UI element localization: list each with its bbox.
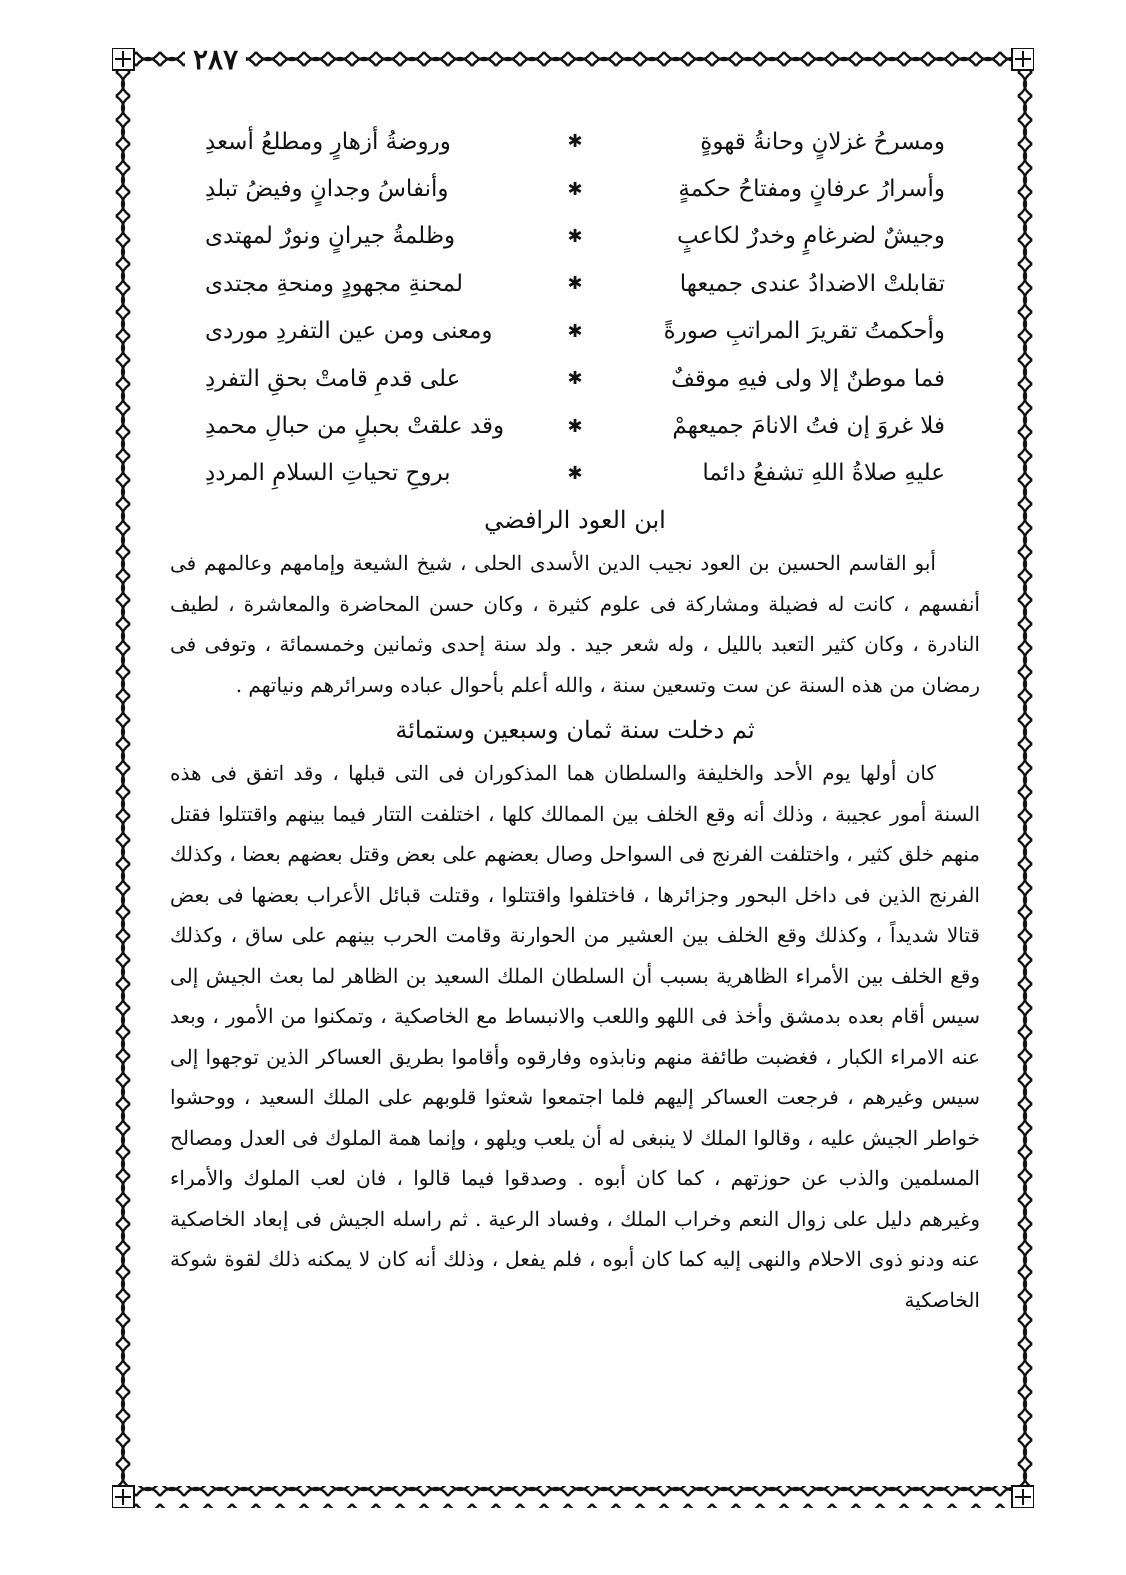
page-number: ٢٨٧ [185, 44, 246, 76]
verse-second-hemistich: وأنفاسُ وجدانٍ وفيضُ تبلدِ [205, 176, 449, 203]
section-heading: ابن العود الرافضي [484, 506, 666, 535]
verse-second-hemistich: لمحنةِ مجهودٍ ومنحةِ مجتدى [205, 270, 463, 297]
verse-separator-star-icon: ✱ [567, 273, 583, 295]
verse-first-hemistich: وأحكمتُ تقريرَ المراتبِ صورةً [663, 318, 945, 345]
verse-line [205, 118, 945, 165]
verse-separator-star-icon: ✱ [567, 462, 583, 484]
verse-separator-star-icon: ✱ [567, 415, 583, 437]
verse-line [205, 355, 945, 402]
verse-second-hemistich: على قدمِ قامتْ بحقِ التفردِ [205, 365, 461, 392]
verse-line [205, 260, 945, 307]
verse-second-hemistich: ومعنى ومن عين التفردِ موردى [205, 318, 493, 345]
biography-paragraph: أبو القاسم الحسين بن العود نجيب الدين الأسدى الحلى ، شيخ الشيعة وإمامهم وعالمهم فى أنفسهم ، كانت له فضيلة ومشاركة فى علوم كثيرة ، وكان حسن المحاضرة والمعاشرة ، لطيف النادرة ، وكان كثير التعبد بالليل ، وله شعر جيد . ولد سنة إحدى وثمانين وخمسمائة ، وتوفى فى رمضان من هذه السنة عن ست وتسعين سنة ، والله أعلم بأحوال عباده وسرائرهم ونياتهم . [170, 551, 980, 697]
verse-separator-star-icon: ✱ [567, 131, 583, 153]
poem [205, 118, 945, 497]
verse-first-hemistich: فلا غروَ إن فتُ الانامَ جميعهمْ [672, 413, 945, 440]
verse-second-hemistich: وقد علقتْ بحبلٍ من حبالِ محمدِ [205, 413, 505, 440]
page-content [170, 118, 980, 1320]
verse-second-hemistich: وروضةُ أزهارٍ ومطلعُ أسعدِ [205, 128, 451, 155]
verse-separator-star-icon: ✱ [567, 368, 583, 390]
verse-line [205, 213, 945, 260]
chronicle-paragraph: كان أولها يوم الأحد والخليفة والسلطان هما المذكوران فى التى قبلها ، وقد اتفق فى هذه السنة أمور عجيبة ، وذلك أنه وقع الخلف بين الممالك كلها ، اختلفت التتار فيما بينهم واقتتلوا فقتل منهم خلق كثير ، واختلفت الفرنج فى السواحل وصال بعضهم على بعض وقتل بعضهم بعضا ، وكذلك الفرنج الذين فى داخل البحور وجزائرها ، فاختلفوا واقتتلوا ، وقتلت قبائل الأعراب بعضها فى بعض قتالا شديداً ، وكذلك وقع الخلف بين العشير من الحوارنة وقامت الحرب بينهم على ساق ، وكذلك وقع الخلف بين الأمراء الظاهرية بسبب أن السلطان الملك السعيد بن الظاهر لما بعث الجيش إلى سيس أقام بعده بدمشق وأخذ فى اللهو واللعب والانبساط مع الخاصكية ، وتمكنوا من الأمور ، وبعد عنه الامراء الكبار ، فغضبت طائفة منهم ونابذوه وفارقوه وأقاموا بطريق العساكر الذين توجهوا إلى سيس وغيرهم ، فرجعت العساكر إليهم فلما اجتمعوا شعثوا قلوبهم على الملك السعيد ، ووحشوا خواطر الجيش عليه ، وقالوا الملك لا ينبغى له أن يلعب ويلهو ، وإنما همة الملوك فى العدل ومصالح المسلمين والذب عن حوزتهم ، كما كان أبوه . وصدقوا فيما قالوا ، فان لعب الملوك والأمراء وغيرهم دليل على زوال النعم وخراب الملك ، وفساد الرعية . ثم راسله الجيش فى إبعاد الخاصكية عنه ودنو ذوى الاحلام والنهى إليه كما كان أبوه ، فلم يفعل ، وذلك أنه كان لا يمكنه ذلك لقوة شوكة الخاصكية [170, 761, 980, 1312]
verse-first-hemistich: تقابلتْ الاضدادُ عندى جميعها [679, 270, 945, 297]
verse-line [205, 165, 945, 212]
verse-line [205, 402, 945, 449]
verse-second-hemistich: وظلمةُ جيرانٍ ونورٌ لمهتدى [205, 223, 456, 250]
verse-separator-star-icon: ✱ [567, 178, 583, 200]
verse-first-hemistich: عليهِ صلاةُ اللهِ تشفعُ دائما [702, 460, 945, 487]
verse-separator-star-icon: ✱ [567, 225, 583, 247]
verse-first-hemistich: وأسرارُ عرفانٍ ومفتاحُ حكمةٍ [678, 176, 945, 203]
verse-first-hemistich: ومسرحُ غزلانٍ وحانةُ قهوةٍ [700, 128, 945, 155]
verse-first-hemistich: وجيشٌ لضرغامٍ وخدرٌ لكاعبٍ [677, 223, 945, 250]
year-heading: ثم دخلت سنة ثمان وسبعين وستمائة [395, 716, 755, 745]
verse-second-hemistich: بروحِ تحياتِ السلامِ المرددِ [205, 460, 451, 487]
verse-first-hemistich: فما موطنٌ إلا ولى فيهِ موقفٌ [671, 365, 945, 392]
verse-line [205, 450, 945, 497]
verse-line [205, 308, 945, 355]
verse-separator-star-icon: ✱ [567, 320, 583, 342]
